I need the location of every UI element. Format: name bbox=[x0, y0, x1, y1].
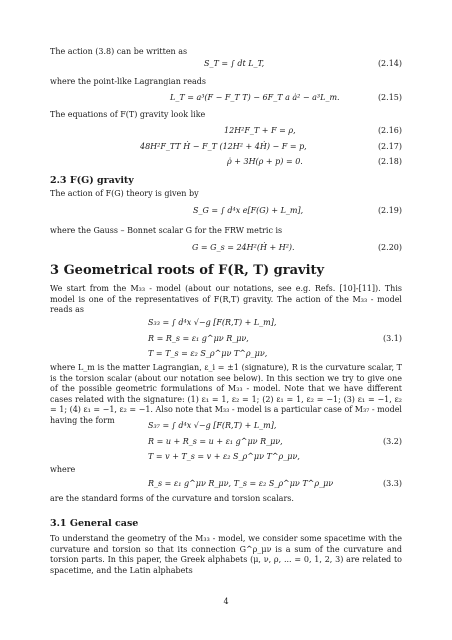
text-line: The action (3.8) can be written as bbox=[50, 47, 188, 56]
section-heading: 2.3 F(G) gravity bbox=[50, 175, 134, 186]
text-line: The action of F(G) theory is given by bbox=[50, 189, 199, 198]
equation-3-1-line3: T = T_s = ε₂ S_ρ^μν T^ρ_μν, bbox=[148, 349, 268, 358]
page-number: 4 bbox=[223, 597, 229, 606]
equation-number: (3.3) bbox=[383, 479, 402, 488]
subsection-heading: 3.1 General case bbox=[50, 518, 139, 529]
text-line: are the standard forms of the curvature and torsion scalars. bbox=[50, 494, 294, 503]
equation-2-15: L_T = a³(F − F_T T) − 6F_T a ȧ² − a³L_m. bbox=[170, 93, 340, 102]
equation-number: (2.14) bbox=[377, 59, 402, 68]
equation-number: (3.2) bbox=[383, 437, 402, 446]
equation-number: (2.16) bbox=[377, 126, 402, 135]
equation-3-3: R_s = ε₁ g^μν R_μν, T_s = ε₂ S_ρ^μν T^ρ_μν bbox=[148, 479, 334, 488]
equation-3-2-line1: S₃₇ = ∫ d⁴x √−g [F(R,T) + L_m], bbox=[148, 421, 277, 430]
paragraph: We start from the M₃₃ - model (about our notations, see e.g. Refs. [10]-[11]). This model is one of the representatives of F(R,T) gravity. The action of the M₃₃ - model reads as bbox=[50, 284, 402, 314]
paragraph: To understand the geometry of the M₃₃ - model, we consider some spacetime with the curvature and torsion so that its connection G^ρ_μν is a sum of the curvature and torsion parts. In this paper, the Greek alphabets (μ, ν, ρ, ... = 0, 1, 2, 3) are related to spacetime, and the Latin alphabets bbox=[50, 534, 402, 575]
equation-3-2-line2: R = u + R_s = u + ε₁ g^μν R_μν, bbox=[148, 437, 283, 446]
equation-3-1-line1: S₃₃ = ∫ d⁴x √−g [F(R,T) + L_m], bbox=[148, 318, 277, 327]
text-line: where bbox=[50, 465, 76, 474]
equation-number: (2.17) bbox=[377, 142, 402, 151]
equation-2-17: 48H²F_TT Ḣ − F_T (12H² + 4Ḣ) − F = p, bbox=[140, 142, 307, 151]
equation-number: (2.20) bbox=[377, 243, 402, 252]
equation-number: (2.19) bbox=[377, 206, 402, 215]
text-line: where the point-like Lagrangian reads bbox=[50, 77, 206, 86]
equation-number: (2.18) bbox=[377, 157, 402, 166]
equation-2-14: S_T = ∫ dt L_T, bbox=[204, 59, 265, 68]
equation-number: (3.1) bbox=[383, 334, 402, 343]
text-line: The equations of F(T) gravity look like bbox=[50, 110, 206, 119]
paragraph: where L_m is the matter Lagrangian, ε_i = ±1 (signature), R is the curvature scalar, T is the torsion scalar (about our notation see below). In this section we try to give one of the possible geometric formulations of M₃₃ - model. Note that we have different cases related with the signature: (1) ε₁ = 1, ε₂ = 1; (2) ε₁ = 1, ε₂ = −1; (3) ε₁ = −1, ε₂ = 1; (4) ε₁ = −1, ε₂ = −1. Also note that M₃₃ - model is a particular case of M₃₇ - model having the form bbox=[50, 363, 402, 425]
equation-3-1-line2: R = R_s = ε₁ g^μν R_μν, bbox=[148, 334, 249, 343]
equation-number: (2.15) bbox=[377, 93, 402, 102]
text-line: where the Gauss – Bonnet scalar G for the FRW metric is bbox=[50, 226, 283, 235]
section-heading: 3 Geometrical roots of F(R, T) gravity bbox=[50, 263, 325, 278]
equation-2-19: S_G = ∫ d⁴x e[F(G) + L_m], bbox=[193, 206, 304, 215]
equation-2-20: G = G_s = 24H²(Ḣ + H²). bbox=[192, 243, 295, 252]
equation-3-2-line3: T = v + T_s = v + ε₂ S_ρ^μν T^ρ_μν, bbox=[148, 452, 300, 461]
equation-2-16: 12H²F_T + F = ρ, bbox=[224, 126, 296, 135]
equation-2-18: ρ̇ + 3H(ρ + p) = 0. bbox=[227, 157, 303, 166]
